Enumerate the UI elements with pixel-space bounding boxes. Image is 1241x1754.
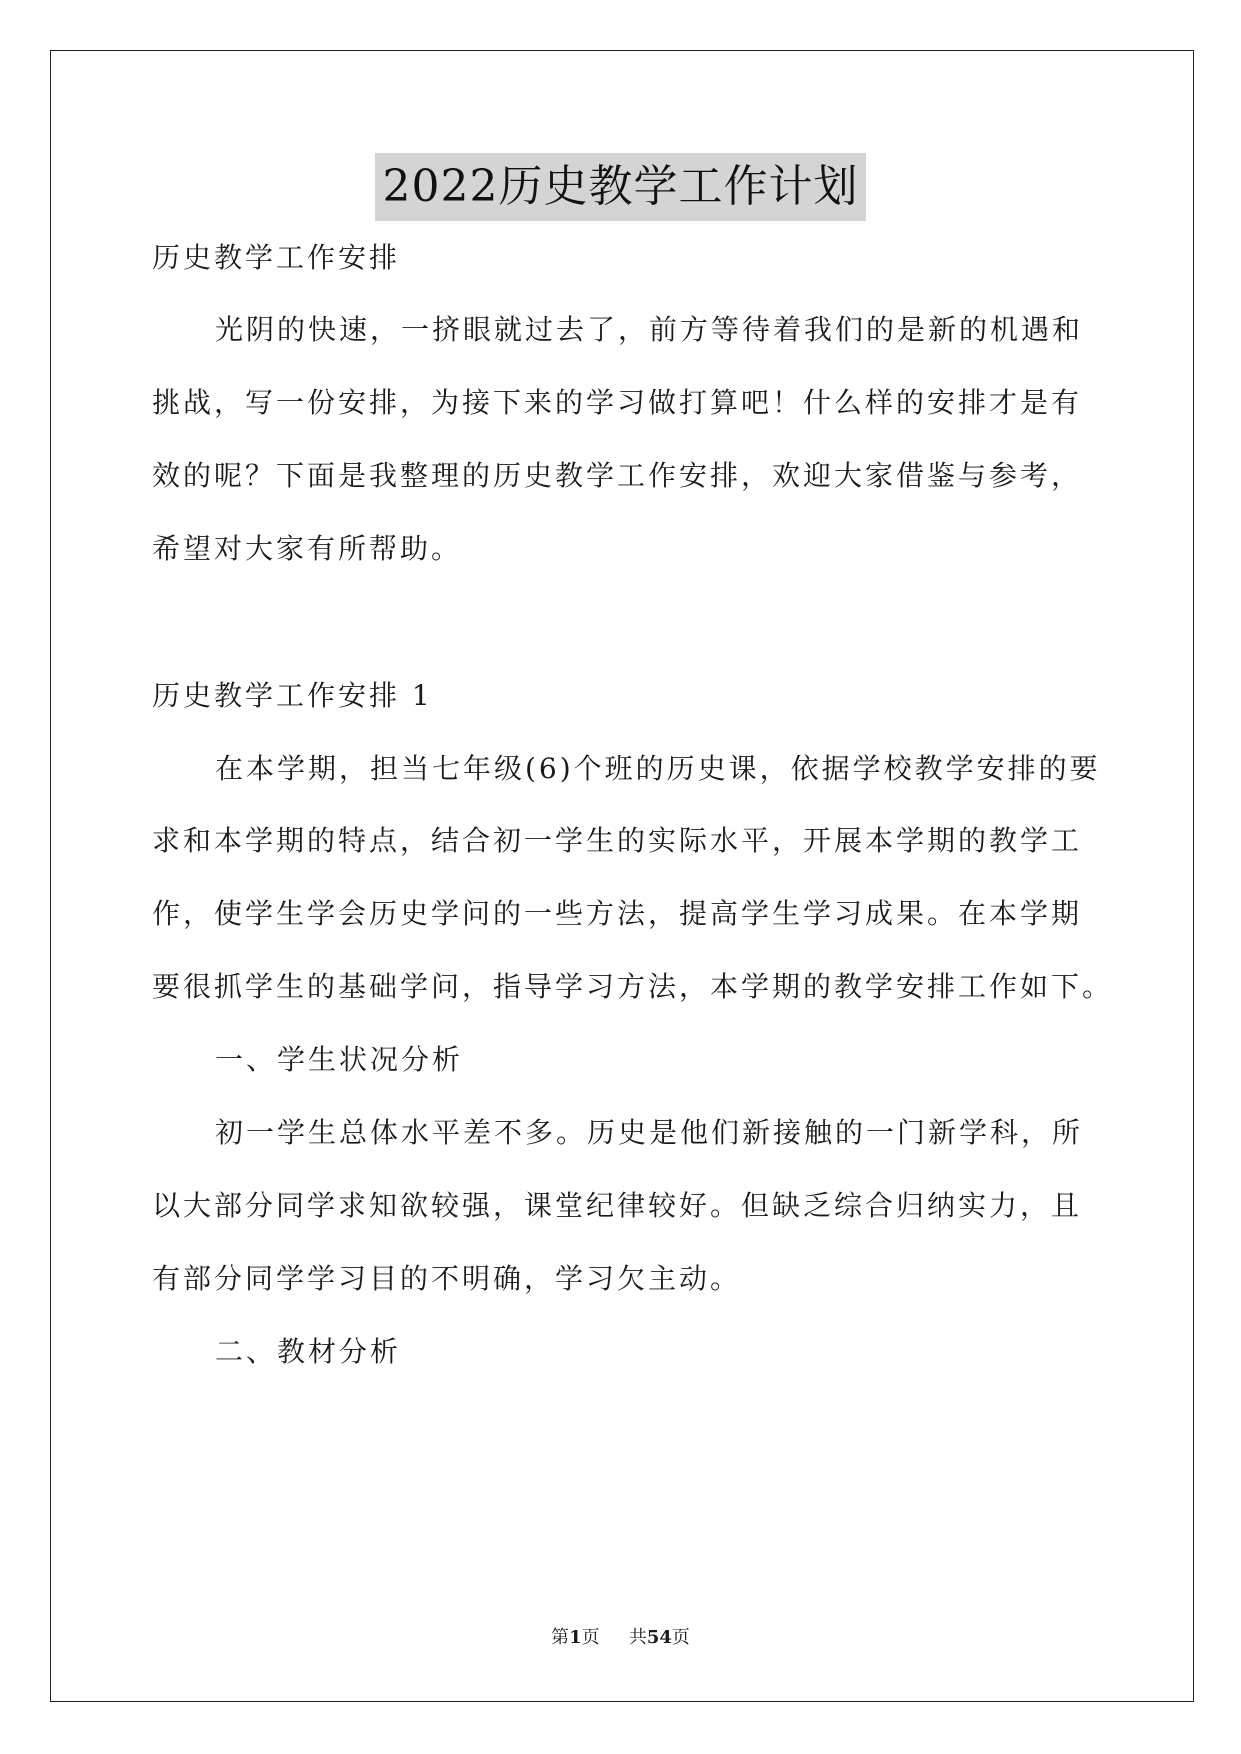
section-heading: 二、教材分析 [215,1335,402,1368]
total-suffix: 页 [671,1627,690,1648]
paragraph-line: 以大部分同学求知欲较强，课堂纪律较好。但缺乏综合归纳实力，且 [152,1189,1083,1222]
document-title: 2022历史教学工作计划 [375,153,867,221]
total-prefix: 共 [628,1627,647,1648]
paragraph-line: 作，使学生学会历史学问的一些方法，提高学生学习成果。在本学期 [152,897,1083,930]
page-border [50,50,1194,1702]
subtitle: 历史教学工作安排 [152,241,401,274]
total-pages: 54 [646,1627,672,1648]
page-footer [0,1626,1241,1650]
page-prefix: 第 [551,1627,570,1648]
paragraph-line: 要很抓学生的基础学问，指导学习方法，本学期的教学安排工作如下。 [152,970,1114,1003]
paragraph-line: 光阴的快速，一挤眼就过去了，前方等待着我们的是新的机遇和 [215,313,1084,346]
paragraph-line: 求和本学期的特点，结合初一学生的实际水平，开展本学期的教学工 [152,824,1083,857]
section-heading: 历史教学工作安排 1 [152,679,433,712]
paragraph-line: 有部分同学学习目的不明确，学习欠主动。 [152,1262,742,1295]
title-container [0,153,1241,221]
page-suffix: 页 [581,1627,600,1648]
paragraph-line: 初一学生总体水平差不多。历史是他们新接触的一门新学科，所 [215,1116,1084,1149]
paragraph-line: 挑战，写一份安排，为接下来的学习做打算吧！什么样的安排才是有 [152,386,1083,419]
paragraph-line: 效的呢？下面是我整理的历史教学工作安排，欢迎大家借鉴与参考， [152,459,1083,492]
section-heading: 一、学生状况分析 [215,1043,464,1076]
paragraph-line: 在本学期，担当七年级(6)个班的历史课，依据学校教学安排的要 [215,752,1101,785]
paragraph-line: 希望对大家有所帮助。 [152,532,463,565]
page-number: 1 [569,1627,582,1648]
